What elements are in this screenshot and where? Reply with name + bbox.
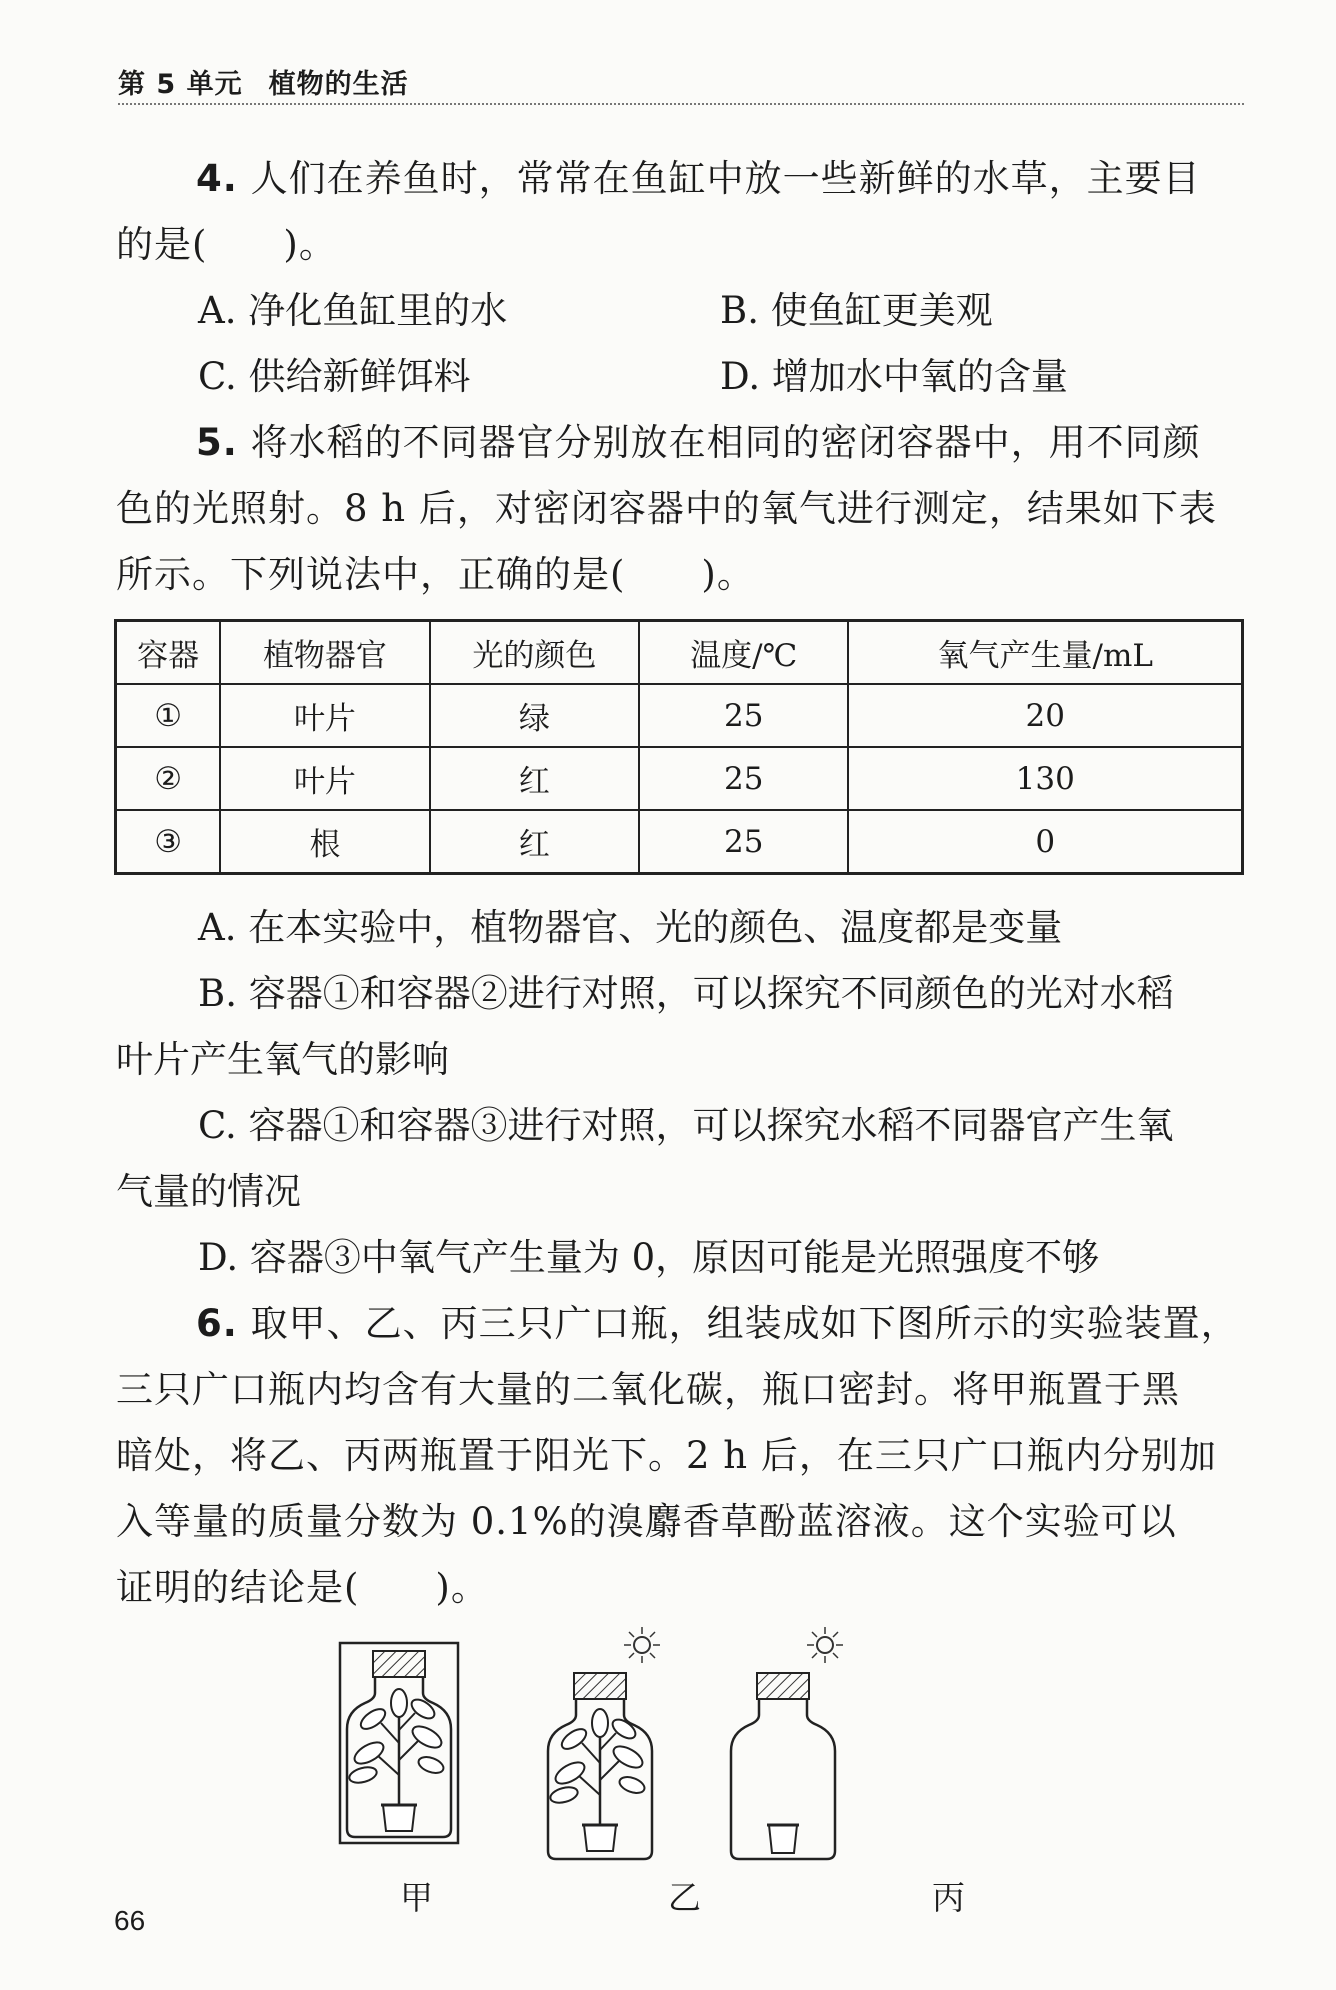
label-bing: 丙	[932, 1878, 965, 1917]
header-divider	[118, 103, 1244, 105]
table-cell: 25	[639, 810, 848, 874]
unit-title: 植物的生活	[268, 69, 409, 100]
table-cell: 25	[639, 684, 848, 747]
jar-jia	[340, 1643, 458, 1843]
table-header-cell: 植物器官	[220, 621, 429, 685]
unit-header	[118, 62, 1244, 101]
table-cell: 0	[848, 810, 1242, 874]
q4-number: 4.	[196, 157, 238, 200]
table-header-cell: 温度/℃	[639, 621, 848, 685]
q4-option-a: A. 净化鱼缸里的水	[198, 289, 508, 332]
q4-option-c: C. 供给新鲜饵料	[198, 355, 471, 398]
table-cell: 红	[430, 810, 639, 874]
table-row	[116, 684, 1243, 747]
table-cell: 叶片	[220, 747, 429, 810]
q4-line2: 的是( )。	[116, 223, 337, 266]
q5-option-c-line2: 气量的情况	[116, 1170, 301, 1213]
page-number: 66	[114, 1905, 146, 1936]
q6-number: 6.	[196, 1302, 238, 1345]
q5-line2: 色的光照射。8 h 后，对密闭容器中的氧气进行测定，结果如下表	[116, 487, 1217, 530]
table-row	[116, 810, 1243, 874]
q4-option-d: D. 增加水中氧的含量	[720, 355, 1068, 398]
q5-option-a: A. 在本实验中，植物器官、光的颜色、温度都是变量	[198, 906, 1063, 949]
q6-line3: 暗处，将乙、丙两瓶置于阳光下。2 h 后，在三只广口瓶内分别加	[116, 1434, 1217, 1477]
q5-line1	[196, 410, 1201, 476]
table-cell: ①	[116, 684, 221, 747]
q5-option-b-line2: 叶片产生氧气的影响	[116, 1038, 449, 1081]
q5-option-c-line1: C. 容器①和容器③进行对照，可以探究水稻不同器官产生氧	[198, 1104, 1174, 1147]
table-header-cell: 光的颜色	[430, 621, 639, 685]
table-cell: ③	[116, 810, 221, 874]
q5-results-table	[114, 619, 1244, 875]
q6-line5: 证明的结论是( )。	[116, 1566, 489, 1609]
table-cell: 130	[848, 747, 1242, 810]
q5-option-b-line1: B. 容器①和容器②进行对照，可以探究不同颜色的光对水稻	[198, 972, 1174, 1015]
jar-bing	[731, 1627, 843, 1859]
q4-option-b: B. 使鱼缸更美观	[720, 289, 993, 332]
table-cell: 25	[639, 747, 848, 810]
q5-line3: 所示。下列说法中，正确的是( )。	[116, 553, 755, 596]
q5-option-d: D. 容器③中氧气产生量为 0，原因可能是光照强度不够	[198, 1236, 1100, 1279]
table-cell: 红	[430, 747, 639, 810]
q6-line2: 三只广口瓶内均含有大量的二氧化碳，瓶口密封。将甲瓶置于黑	[116, 1368, 1180, 1411]
experiment-figure	[330, 1625, 1050, 1865]
q6-text-1: 取甲、乙、丙三只广口瓶，组装成如下图所示的实验装置，	[250, 1302, 1239, 1345]
table-row	[116, 747, 1243, 810]
q4-line1	[196, 146, 1201, 212]
label-jia: 甲	[400, 1878, 433, 1917]
jar-yi	[548, 1627, 660, 1859]
table-cell: 绿	[430, 684, 639, 747]
q5-text-1: 将水稻的不同器官分别放在相同的密闭容器中，用不同颜	[250, 421, 1201, 464]
table-header-cell: 氧气产生量/mL	[848, 621, 1242, 685]
q4-text-1: 人们在养鱼时，常常在鱼缸中放一些新鲜的水草，主要目	[250, 157, 1201, 200]
q6-line4: 入等量的质量分数为 0.1%的溴麝香草酚蓝溶液。这个实验可以	[116, 1500, 1177, 1543]
table-cell: 20	[848, 684, 1242, 747]
unit-number: 第 5 单元	[118, 69, 243, 100]
table-header-row	[116, 621, 1243, 685]
table-cell: 根	[220, 810, 429, 874]
label-yi: 乙	[668, 1878, 701, 1917]
q5-number: 5.	[196, 421, 238, 464]
table-cell: 叶片	[220, 684, 429, 747]
table-header-cell: 容器	[116, 621, 221, 685]
table-cell: ②	[116, 747, 221, 810]
q6-line1	[196, 1291, 1239, 1357]
